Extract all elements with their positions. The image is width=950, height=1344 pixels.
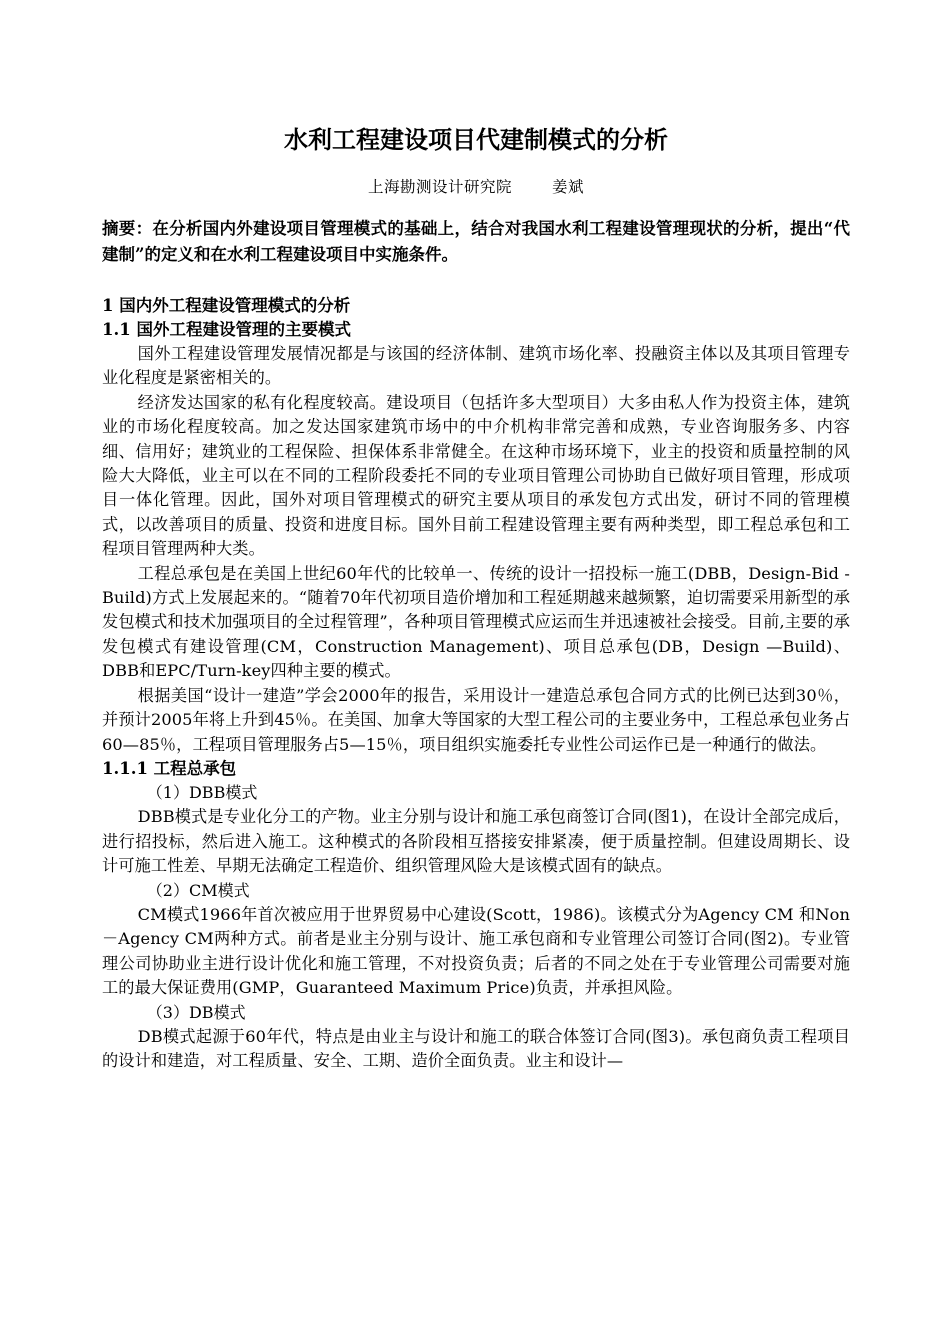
author-line	[102, 174, 850, 200]
author-name: 姜斌	[552, 178, 585, 196]
document-title: 水利工程建设项目代建制模式的分析	[284, 125, 668, 154]
paragraph: 国外工程建设管理发展情况都是与该国的经济体制、建筑市场化率、投融资主体以及其项目管理专业化程度是紧密相关的。	[102, 344, 850, 388]
item-label-cm: （2）CM模式	[146, 880, 250, 900]
item-paragraph-cm: CM模式1966年首次被应用于世界贸易中心建设(Scott，1986)。该模式分为Agency CM 和Non－Agency CM两种方式。前者是业主分别与设计、施工承包商和专业管理公司签订合同(图2)。专业管理公司协助业主进行设计优化和施工管理，不对投资负责；后者的不同之处在于专业管理公司需要对施工的最大保证费用(GMP，Guaranteed Maximum Price)负责，并承担风险。	[102, 904, 850, 998]
section-heading-1: 1 国内外工程建设管理模式的分析	[102, 296, 351, 315]
abstract: 摘要：在分析国内外建设项目管理模式的基础上，结合对我国水利工程建设管理现状的分析，提出“代建制”的定义和在水利工程建设项目中实施条件。	[102, 219, 850, 264]
paragraph: 根据美国“设计一建造”学会2000年的报告，采用设计一建造总承包合同方式的比例已达到30％，并预计2005年将上升到45％。在美国、加拿大等国家的大型工程公司的主要业务中，工程总承包业务占60—85％，工程项目管理服务占5—15％，项目组织实施委托专业性公司运作已是一种通行的做法。	[102, 685, 850, 754]
paragraph: 经济发达国家的私有化程度较高。建设项目（包括许多大型项目）大多由私人作为投资主体，建筑业的市场化程度较高。加之发达国家建筑市场中的中介机构非常完善和成熟，专业咨询服务多、内容细、信用好；建筑业的工程保险、担保体系非常健全。在这种市场环境下，业主的投资和质量控制的风险大大降低，业主可以在不同的工程阶段委托不同的专业项目管理公司协助自已做好项目管理，形成项目一体化管理。因此，国外对项目管理模式的研究主要从项目的承发包方式出发，研讨不同的管理模式，以改善项目的质量、投资和进度目标。国外目前工程建设管理主要有两种类型，即工程总承包和工程项目管理两种大类。	[102, 392, 850, 559]
section-heading-1-1: 1.1 国外工程建设管理的主要模式	[102, 320, 351, 339]
section-heading-1-1-1: 1.1.1 工程总承包	[102, 758, 237, 778]
item-paragraph-db: DB模式起源于60年代，特点是由业主与设计和施工的联合体签订合同(图3)。承包商负责工程项目的设计和建造，对工程质量、安全、工期、造价全面负责。业主和设计—	[102, 1026, 850, 1071]
document-page	[102, 120, 850, 1074]
item-label-db: （3）DB模式	[146, 1002, 246, 1022]
item-label-dbb: （1）DBB模式	[146, 782, 258, 802]
item-paragraph-dbb: DBB模式是专业化分工的产物。业主分别与设计和施工承包商签订合同(图1)，在设计全部完成后，进行招投标，然后进入施工。这种模式的各阶段相互搭接安排紧凑，便于质量控制。但建设周期长、设计可施工性差、早期无法确定工程造价、组织管理风险大是该模式固有的缺点。	[102, 807, 850, 876]
author-organization: 上海勘测设计研究院	[367, 178, 512, 196]
paragraph: 工程总承包是在美国上世纪60年代的比较单一、传统的设计一招投标一施工(DBB，Design-Bid -Build)方式上发展起来的。“随着70年代初项目造价增加和工程延期越来越频繁，迫切需要采用新型的承发包模式和技术加强项目的全过程管理”，各种项目管理模式应运而生并迅速被社会接受。目前,主要的承发包模式有建设管理(CM，Construction Management)、项目总承包(DB，Design —Build)、DBB和EPC/Turn-key四种主要的模式。	[102, 563, 850, 681]
